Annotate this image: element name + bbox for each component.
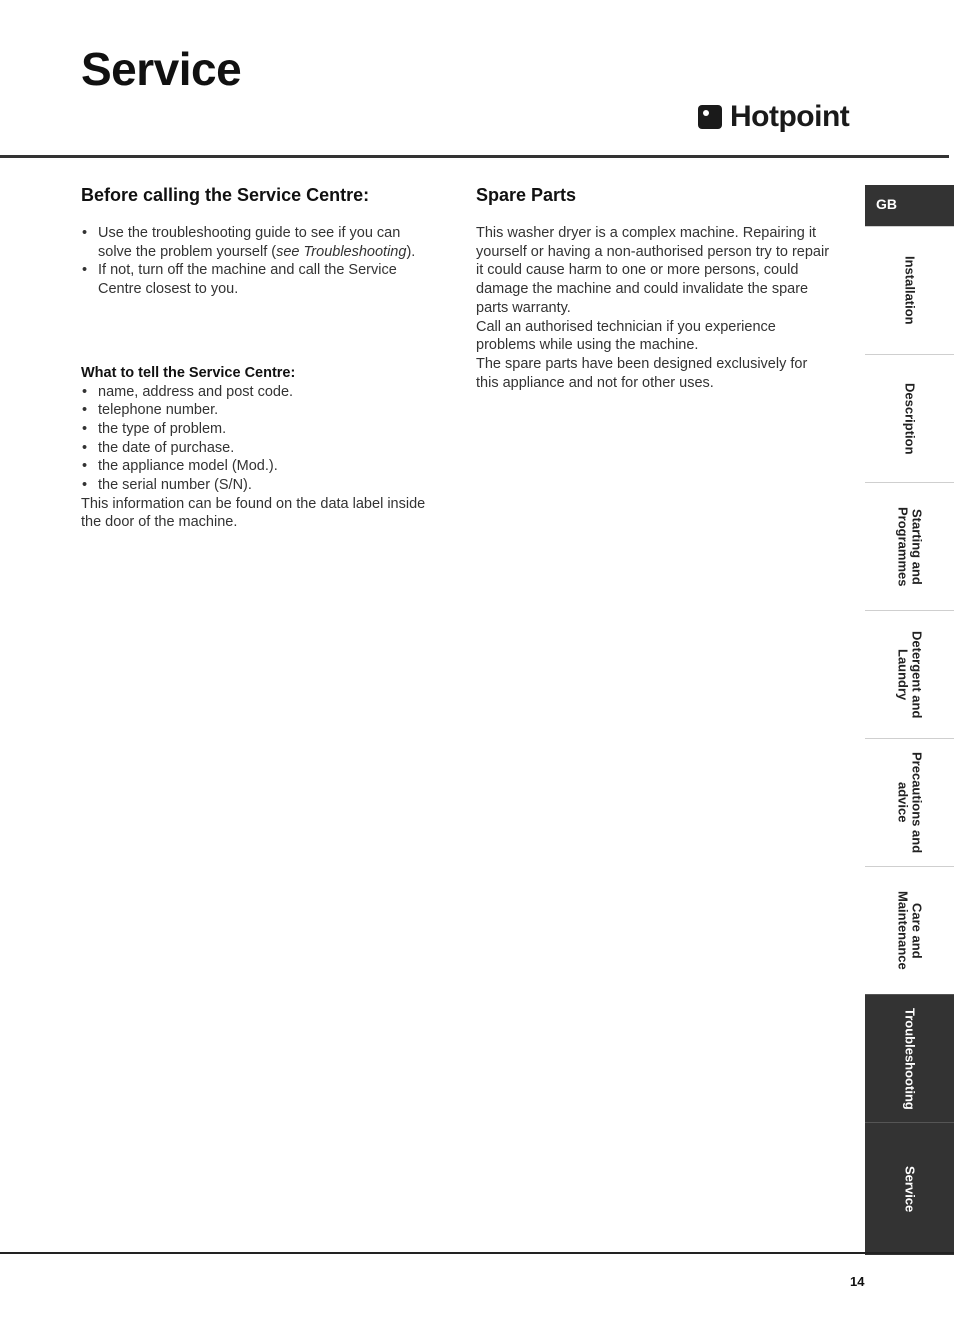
before-calling-heading: Before calling the Service Centre: xyxy=(81,185,370,205)
brand-logo xyxy=(698,102,849,132)
tab-installation[interactable] xyxy=(865,226,954,354)
tab-label: Detergent and Laundry xyxy=(895,630,925,719)
header-divider xyxy=(0,155,949,158)
language-label: GB xyxy=(876,196,897,212)
before-calling-list xyxy=(81,224,431,299)
spare-parts-paragraph: The spare parts have been designed exclusively for this appliance and not for other uses. xyxy=(476,355,808,391)
tab-troubleshooting[interactable] xyxy=(865,994,954,1122)
bullet-text-end: ). xyxy=(406,243,416,260)
tab-label: Service xyxy=(902,1165,918,1213)
what-to-tell-heading: What to tell the Service Centre: xyxy=(81,364,296,381)
tab-starting-and-programmes[interactable] xyxy=(865,482,954,610)
list-item: • name, address and post code. xyxy=(81,383,431,402)
tab-detergent-and-laundry[interactable] xyxy=(865,610,954,738)
list-item: • If not, turn off the machine and call the Service Centre closest to you. xyxy=(81,261,431,298)
language-tab[interactable] xyxy=(865,185,954,226)
list-item: • the serial number (S/N). xyxy=(81,476,431,495)
tab-care-and-maintenance[interactable] xyxy=(865,866,954,994)
data-label-note: This information can be found on the data label inside the door of the machine. xyxy=(81,495,426,531)
tab-description[interactable] xyxy=(865,354,954,482)
tab-label: Starting and Programmes xyxy=(895,506,925,587)
before-calling-section xyxy=(81,184,431,532)
hotpoint-logo-icon xyxy=(698,105,722,129)
tab-label: Care and Maintenance xyxy=(895,891,925,970)
troubleshooting-reference: see Troubleshooting xyxy=(276,243,407,260)
spare-parts-heading: Spare Parts xyxy=(476,185,577,205)
list-item xyxy=(81,224,431,261)
tab-label: Installation xyxy=(902,256,918,325)
list-item: • the date of purchase. xyxy=(81,439,431,458)
tab-label: Precautions and advice xyxy=(895,751,925,854)
list-item: • telephone number. xyxy=(81,401,431,420)
footer-divider xyxy=(0,1252,954,1254)
what-to-tell-list xyxy=(81,383,431,495)
bullet-text: Use the troubleshooting guide to see if you can solve the problem yourself ( xyxy=(98,225,401,260)
list-item: • the type of problem. xyxy=(81,420,431,439)
tab-label: Description xyxy=(902,382,918,455)
page-number: 14 xyxy=(850,1274,865,1289)
tab-precautions-and-advice[interactable] xyxy=(865,738,954,866)
tab-label: Troubleshooting xyxy=(902,1007,918,1110)
page-title: Service xyxy=(81,43,242,95)
tab-service[interactable] xyxy=(865,1122,954,1255)
list-item: • the appliance model (Mod.). xyxy=(81,457,431,476)
brand-name: Hotpoint xyxy=(730,100,850,133)
spare-parts-section xyxy=(476,184,831,392)
spare-parts-paragraph: Call an authorised technician if you experience problems while using the machine. xyxy=(476,318,776,354)
section-tabs xyxy=(865,185,954,1254)
spare-parts-paragraph: This washer dryer is a complex machine. Repairing it yourself or having a non-authorised person try to repair it could cause harm to one or more persons, could damage the machine and could invalidate the spare parts warranty. xyxy=(476,225,830,316)
